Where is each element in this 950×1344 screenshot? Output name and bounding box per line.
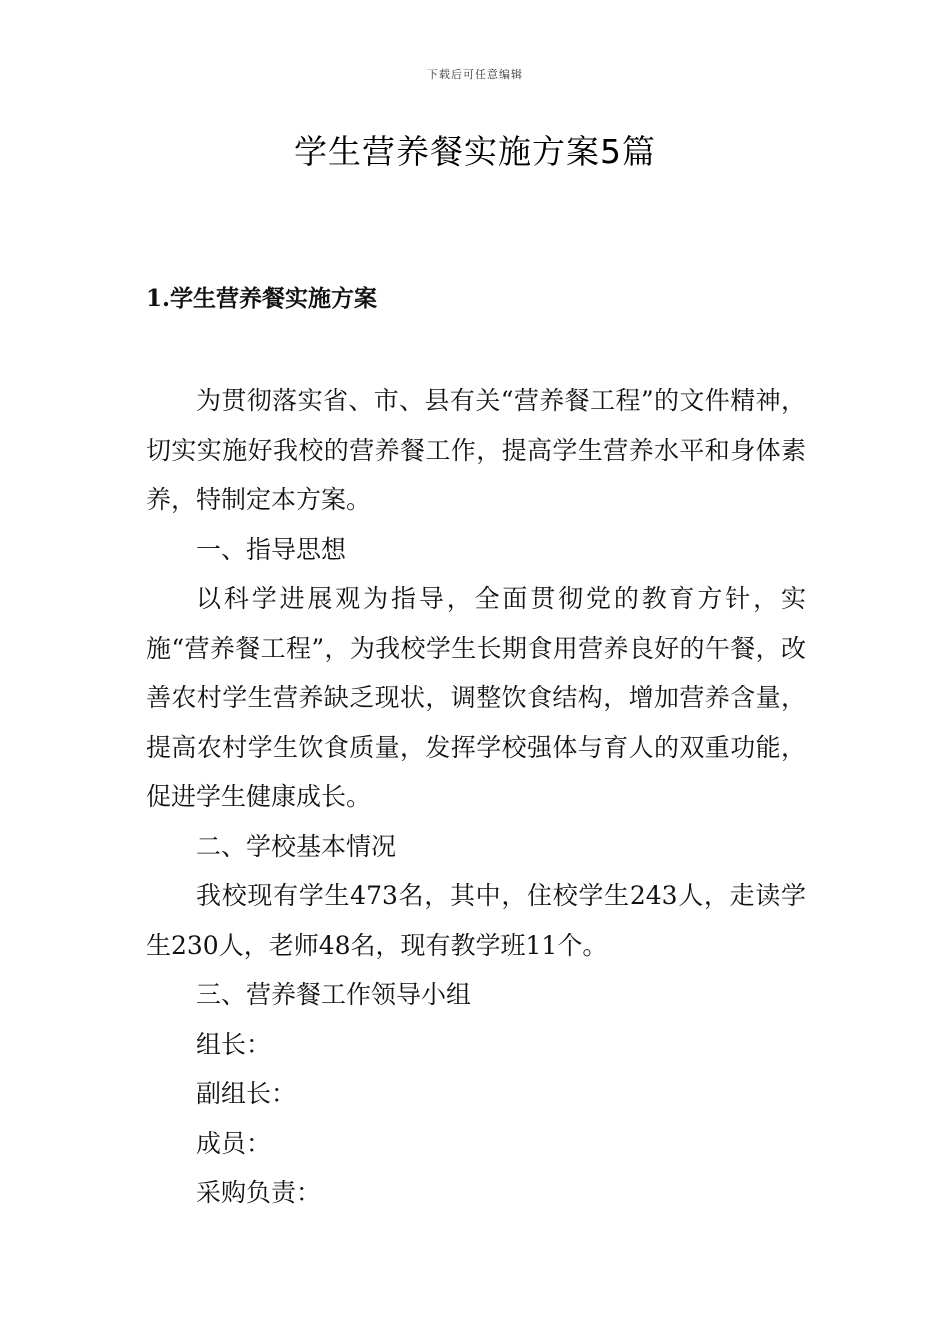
paragraph-guiding-ideology: 以科学进展观为指导，全面贯彻党的教育方针，实施“营养餐工程”，为我校学生长期食用营养良好的午餐，改善农村学生营养缺乏现状，调整饮食结构，增加营养含量，提高农村学生饮食质量，发挥学校强体与育人的双重功能，促进学生健康成长。 bbox=[146, 584, 806, 811]
document-title: 学生营养餐实施方案5篇 bbox=[294, 132, 656, 171]
procurement-line: 采购负责： bbox=[196, 1178, 322, 1207]
heading-leadership-group: 三、营养餐工作领导小组 bbox=[196, 980, 472, 1009]
header-note: 下载后可任意编辑 bbox=[427, 68, 523, 81]
deputy-leader-line: 副组长： bbox=[196, 1079, 297, 1108]
heading-school-info: 二、学校基本情况 bbox=[196, 831, 397, 861]
members-line: 成员： bbox=[196, 1128, 272, 1158]
heading-guiding-ideology: 一、指导思想 bbox=[196, 534, 347, 564]
paragraph-intro: 为贯彻落实省、市、县有关“营养餐工程”的文件精神，切实实施好我校的营养餐工作，提高学生营养水平和身体素养，特制定本方案。 bbox=[146, 386, 806, 514]
document-body bbox=[146, 376, 806, 1218]
paragraph-school-info: 我校现有学生473名，其中，住校学生243人，走读学生230人，老师48名，现有教学班11个。 bbox=[146, 881, 806, 960]
leader-line: 组长： bbox=[196, 1029, 272, 1059]
section-heading: 1.学生营养餐实施方案 bbox=[146, 285, 378, 312]
